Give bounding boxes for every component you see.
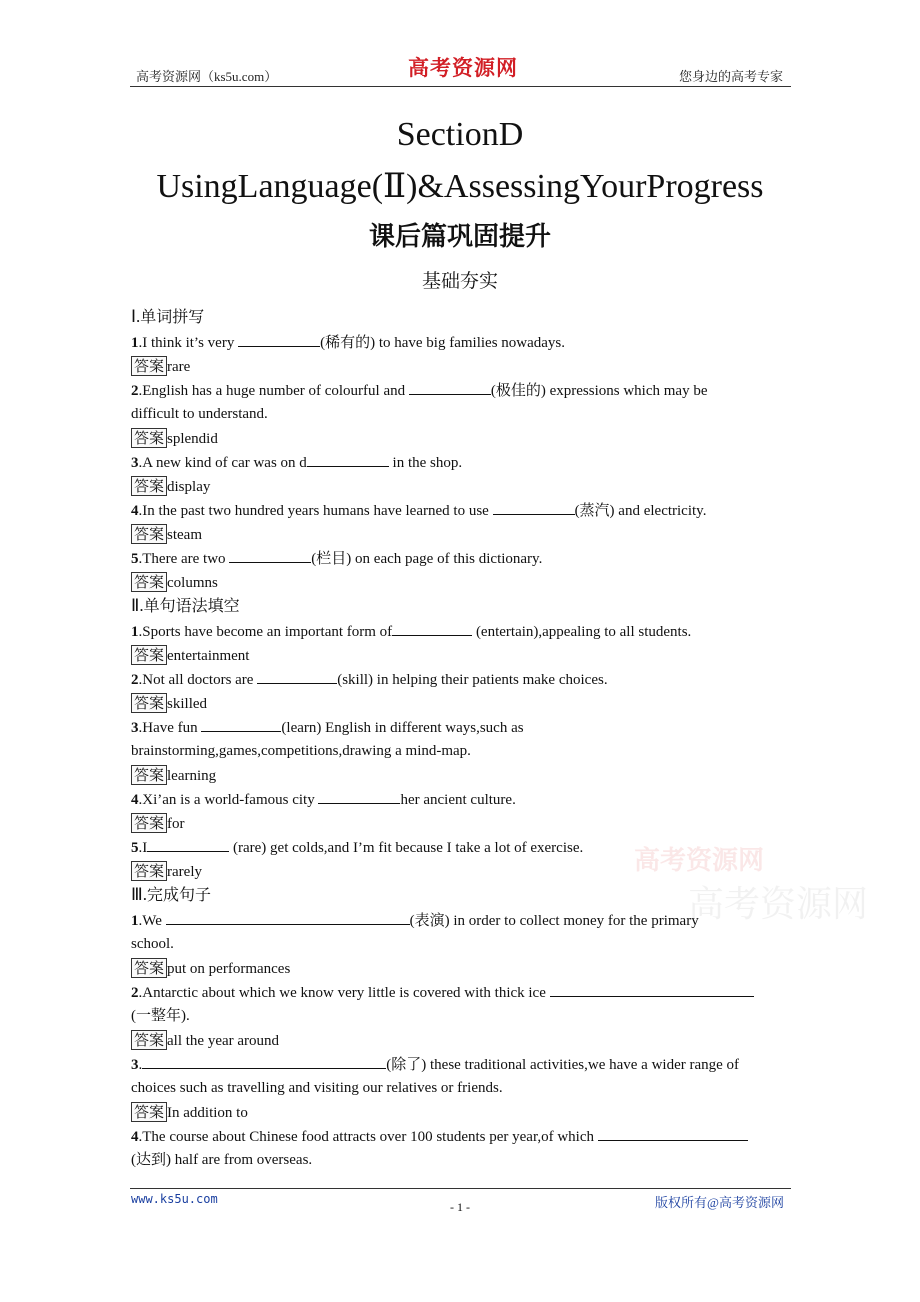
answer-label-box: 答案: [131, 765, 167, 785]
answer-blank: [201, 717, 281, 732]
footer-copyright: 版权所有@高考资源网: [655, 1195, 784, 1210]
answer-text: rarely: [167, 864, 202, 880]
question-text: (entertain),appealing to all students.: [472, 624, 692, 640]
question-number: 1: [131, 913, 139, 929]
question-continuation: (一整年).: [131, 1008, 190, 1024]
question-continuation: difficult to understand.: [131, 406, 268, 422]
question-line: [131, 452, 462, 473]
answer-line: [131, 428, 218, 449]
answer-blank: [257, 669, 337, 684]
question-text: (栏目) on each page of this dictionary.: [311, 551, 543, 567]
question-text: (稀有的) to have big families nowadays.: [320, 335, 566, 351]
question-line: [131, 621, 691, 642]
answer-text: all the year around: [167, 1033, 280, 1049]
question-text: .English has a huge number of colourful and: [138, 383, 409, 399]
question-text: .The course about Chinese food attracts over 100 students per year,of which: [138, 1129, 598, 1145]
section-title: 单句语法填空: [143, 596, 240, 615]
question-line: [131, 717, 524, 738]
question-line: [131, 837, 583, 858]
question-text: (skill) in helping their patients make choices.: [337, 672, 608, 688]
answer-line: [131, 645, 249, 666]
answer-blank: [307, 452, 389, 467]
answer-text: entertainment: [167, 648, 250, 664]
section-number: Ⅱ.: [131, 596, 144, 615]
question-line: [131, 669, 608, 690]
title-section: SectionD: [396, 116, 524, 153]
answer-blank: [142, 1054, 386, 1069]
answer-label-box: 答案: [131, 693, 167, 713]
answer-line: [131, 524, 202, 545]
answer-text: skilled: [167, 696, 208, 712]
header-rule: [130, 86, 791, 87]
question-line: [131, 548, 542, 569]
question-number: 1: [131, 335, 139, 351]
question-number: 4: [131, 792, 139, 808]
section-heading: [131, 596, 240, 616]
answer-blank: [229, 548, 311, 563]
answer-text: rare: [167, 359, 191, 375]
question-number: 3: [131, 1057, 139, 1073]
answer-text: display: [167, 479, 211, 495]
answer-label-box: 答案: [131, 813, 167, 833]
header-slogan: 您身边的高考专家: [678, 69, 783, 84]
question-text: .Not all doctors are: [138, 672, 258, 688]
question-text: .Antarctic about which we know very little is covered with thick ice: [138, 985, 550, 1001]
answer-blank: [318, 789, 400, 804]
answer-text: put on performances: [167, 961, 291, 977]
answer-text: splendid: [167, 431, 218, 447]
section-number: Ⅲ.: [131, 885, 147, 904]
answer-label-box: 答案: [131, 356, 167, 376]
page-number: - 1 -: [450, 1200, 470, 1214]
question-continuation: choices such as travelling and visiting our relatives or friends.: [131, 1080, 503, 1096]
answer-blank: [147, 837, 229, 852]
answer-text: columns: [167, 575, 218, 591]
question-line: [131, 500, 706, 521]
question-text: (除了) these traditional activities,we have a wider range of: [386, 1057, 740, 1073]
answer-blank: [238, 332, 320, 347]
question-continuation: school.: [131, 936, 174, 952]
watermark-logo: 高考资源网: [634, 846, 765, 876]
answer-label-box: 答案: [131, 572, 167, 592]
title-unit: UsingLanguage(Ⅱ)&AssessingYourProgress: [156, 168, 764, 205]
question-text: .A new kind of car was on d: [138, 455, 307, 471]
question-number: 3: [131, 455, 139, 471]
answer-line: [131, 861, 202, 882]
answer-label-box: 答案: [131, 958, 167, 978]
question-line: [131, 982, 754, 1003]
answer-blank: [166, 910, 410, 925]
question-continuation: (达到) half are from overseas.: [131, 1152, 313, 1168]
question-text: in the shop.: [388, 455, 463, 471]
question-number: 4: [131, 1129, 139, 1145]
answer-line: [131, 476, 210, 497]
subtitle: 基础夯实: [421, 270, 498, 292]
header-site-name: 高考资源网（ks5u.com）: [136, 69, 278, 84]
answer-line: [131, 958, 290, 979]
header-logo: 高考资源网: [408, 55, 518, 80]
question-line: [131, 332, 565, 353]
answer-label-box: 答案: [131, 645, 167, 665]
answer-line: [131, 1030, 279, 1051]
question-continuation: brainstorming,games,competitions,drawing a mind-map.: [131, 743, 471, 759]
answer-blank: [392, 621, 472, 636]
section-number: Ⅰ.: [131, 307, 141, 326]
question-number: 2: [131, 383, 139, 399]
title-chinese: 课后篇巩固提升: [368, 222, 551, 252]
question-text: .Have fun: [138, 720, 202, 736]
question-text: .Sports have become an important form of: [138, 624, 393, 640]
answer-blank: [409, 380, 491, 395]
answer-blank: [598, 1126, 748, 1141]
question-line: [131, 789, 516, 810]
answer-line: [131, 765, 216, 786]
section-title: 完成句子: [146, 885, 211, 904]
question-number: 2: [131, 672, 139, 688]
question-text: .I: [138, 840, 148, 856]
question-text: (极佳的) expressions which may be: [490, 383, 708, 399]
answer-line: [131, 572, 218, 593]
question-text: (rare) get colds,and I’m fit because I take a lot of exercise.: [229, 840, 584, 856]
answer-label-box: 答案: [131, 476, 167, 496]
answer-label-box: 答案: [131, 524, 167, 544]
question-text: .We: [138, 913, 166, 929]
answer-line: [131, 1102, 248, 1123]
answer-line: [131, 693, 207, 714]
section-title: 单词拼写: [140, 307, 205, 326]
question-text: her ancient culture.: [400, 792, 516, 808]
answer-blank: [493, 500, 575, 515]
footer-rule: [130, 1188, 791, 1189]
question-number: 5: [131, 840, 139, 856]
answer-line: [131, 356, 190, 377]
question-number: 5: [131, 551, 139, 567]
question-number: 3: [131, 720, 139, 736]
question-text: .: [138, 1057, 143, 1073]
answer-line: [131, 813, 185, 834]
question-line: [131, 910, 699, 931]
answer-text: steam: [167, 527, 203, 543]
section-heading: [131, 307, 204, 327]
question-text: .There are two: [138, 551, 230, 567]
answer-text: In addition to: [167, 1105, 248, 1121]
answer-label-box: 答案: [131, 1102, 167, 1122]
section-heading: [131, 885, 211, 905]
answer-label-box: 答案: [131, 861, 167, 881]
question-line: [131, 380, 707, 401]
question-line: [131, 1126, 748, 1147]
question-text: .In the past two hundred years humans have learned to use: [138, 503, 493, 519]
question-number: 1: [131, 624, 139, 640]
question-text: (learn) English in different ways,such as: [281, 720, 524, 736]
question-text: .Xi’an is a world-famous city: [138, 792, 319, 808]
answer-blank: [550, 982, 754, 997]
answer-text: for: [167, 816, 185, 832]
watermark-text: 高考资源网: [688, 884, 869, 925]
question-text: (蒸汽) and electricity.: [574, 503, 707, 519]
question-text: .I think it’s very: [138, 335, 239, 351]
footer-website-link[interactable]: www.ks5u.com: [131, 1192, 218, 1206]
question-number: 2: [131, 985, 139, 1001]
question-text: (表演) in order to collect money for the primary: [409, 913, 699, 929]
question-line: [131, 1054, 739, 1075]
question-number: 4: [131, 503, 139, 519]
answer-label-box: 答案: [131, 1030, 167, 1050]
answer-label-box: 答案: [131, 428, 167, 448]
answer-text: learning: [167, 768, 217, 784]
